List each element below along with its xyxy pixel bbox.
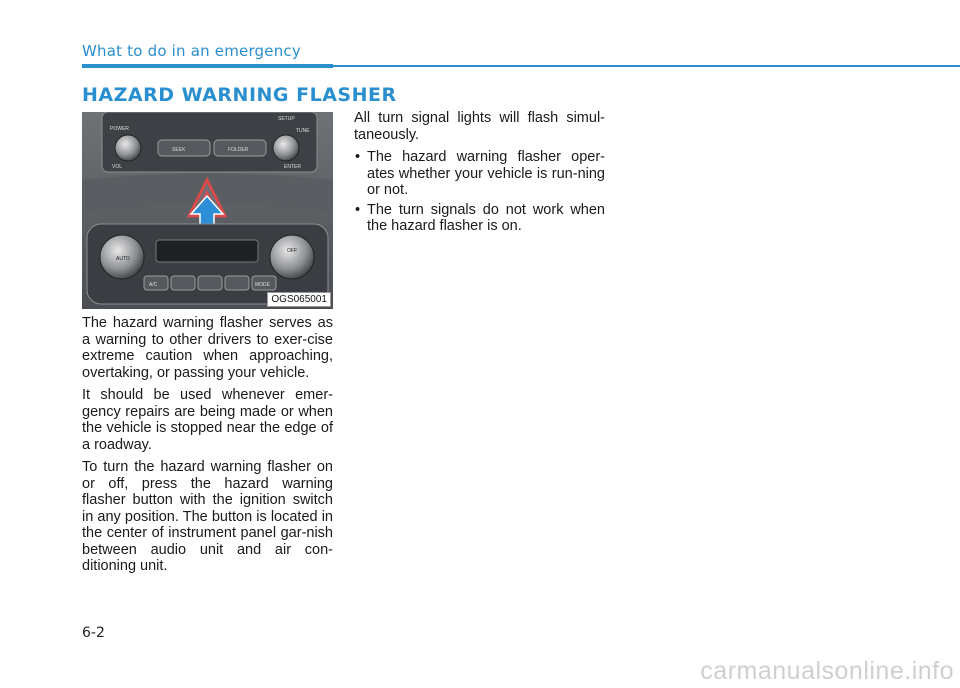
chapter-title: What to do in an emergency (82, 42, 301, 60)
page-number: 6-2 (82, 625, 105, 641)
label-off: OFF (287, 248, 297, 254)
header-rule-thick (82, 64, 333, 68)
header-rule-thin (333, 65, 960, 67)
volume-knob (115, 135, 141, 161)
label-auto: AUTO (116, 256, 130, 262)
list-item: • The hazard warning flasher oper-ates whether your vehicle is run-ning or not. (354, 149, 605, 199)
watermark: carmanualsonline.info (700, 657, 954, 685)
label-vol: VOL (112, 164, 123, 170)
left-column (82, 315, 333, 581)
section-title: HAZARD WARNING FLASHER (82, 84, 397, 106)
figure-code: OGS065001 (267, 292, 331, 307)
climate-display (156, 240, 258, 262)
dashboard-illustration (82, 112, 333, 309)
list-item: • The turn signals do not work when the hazard flasher is on. (354, 202, 605, 235)
label-mode: MODE (255, 282, 270, 288)
paragraph: It should be used whenever emer-gency repairs are being made or when the vehicle is stopped near the edge of a roadway. (82, 387, 333, 453)
label-ac: A/C (149, 282, 158, 288)
bullet-list (354, 149, 605, 235)
tune-knob (273, 135, 299, 161)
label-power: POWER (110, 126, 129, 132)
paragraph: All turn signal lights will flash simul-taneously. (354, 110, 605, 143)
paragraph: To turn the hazard warning flasher on or off, press the hazard warning flasher button with the ignition switch in any position. The button is located in the center of instrument panel gar-nish between audio unit and air con-ditioning unit. (82, 459, 333, 574)
climate-button-4 (225, 276, 249, 290)
label-seek: SEEK (172, 147, 186, 153)
climate-button-3 (198, 276, 222, 290)
right-column (354, 110, 605, 238)
climate-button-2 (171, 276, 195, 290)
label-enter: ENTER (284, 164, 301, 170)
temperature-right-knob (270, 235, 314, 279)
label-folder: FOLDER (228, 147, 249, 153)
hazard-button-figure (82, 112, 333, 309)
label-tune: TUNE (296, 128, 310, 134)
label-setup: SETUP (278, 116, 295, 122)
paragraph: The hazard warning flasher serves as a warning to other drivers to exer-cise extreme caution when approaching, overtaking, or passing your vehicle. (82, 315, 333, 381)
